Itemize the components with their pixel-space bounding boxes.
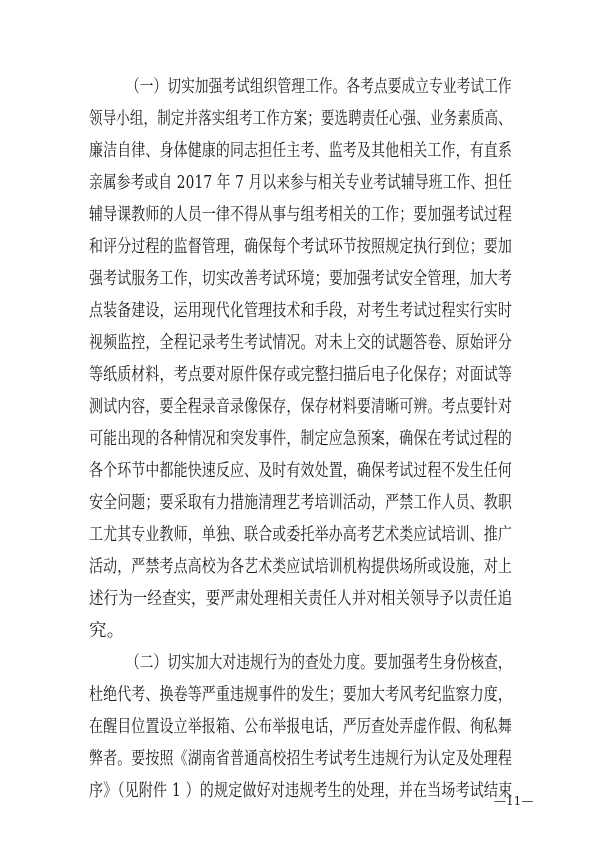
text-line: （一）切实加强考试组织管理工作。各考点要成立专业考试工作 — [126, 77, 512, 97]
text-line: 强考试服务工作，切实改善考试环境；要加强考试安全管理，加大考 — [89, 269, 512, 289]
text-line: 究。 — [89, 621, 125, 641]
text-line: 亲属参考或自 2017 年 7 月以来参与相关专业考试辅导班工作、担任 — [89, 173, 512, 193]
text-line: 弊者。要按照《湖南省普通高校招生考试考生违规行为认定及处理程 — [89, 749, 512, 769]
text-line: 安全问题；要采取有力措施清理艺考培训活动，严禁工作人员、教职 — [89, 493, 512, 513]
text-line: 廉洁自律、身体健康的同志担任主考、监考及其他相关工作，有直系 — [89, 141, 512, 161]
text-line: 点装备建设，运用现代化管理技术和手段，对考生考试过程实行实时 — [89, 301, 512, 321]
text-line: 各个环节中都能快速反应、及时有效处置，确保考试过程不发生任何 — [89, 461, 512, 481]
text-line: 在醒目位置设立举报箱、公布举报电话，严厉查处弄虚作假、徇私舞 — [89, 717, 512, 737]
text-line: 工尤其专业教师，单独、联合或委托举办高考艺术类应试培训、推广 — [89, 525, 512, 545]
text-line: 序》（见附件 1 ）的规定做好对违规考生的处理，并在当场考试结束 — [89, 781, 513, 801]
text-line: 和评分过程的监督管理，确保每个考试环节按照规定执行到位；要加 — [89, 237, 512, 257]
text-line: 视频监控，全程记录考生考试情况。对未上交的试题答卷、原始评分 — [89, 333, 512, 353]
text-line: 活动，严禁考点高校为各艺术类应试培训机构提供场所或设施，对上 — [89, 557, 512, 577]
text-line: 领导小组，制定并落实组考工作方案；要选聘责任心强、业务素质高、 — [89, 109, 512, 129]
text-line: （二）切实加大对违规行为的查处力度。要加强考生身份核查， — [126, 653, 512, 673]
page-number: —11— — [494, 794, 534, 808]
text-line: 可能出现的各种情况和突发事件，制定应急预案，确保在考试过程的 — [89, 429, 512, 449]
text-line: 辅导课教师的人员一律不得从事与组考相关的工作；要加强考试过程 — [89, 205, 512, 225]
text-line: 杜绝代考、换卷等严重违规事件的发生；要加大考风考纪监察力度， — [89, 685, 512, 705]
text-line: 等纸质材料，考点要对原件保存或完整扫描后电子化保存；对面试等 — [89, 365, 512, 385]
text-line: 述行为一经查实，要严肃处理相关责任人并对相关领导予以责任追 — [89, 589, 513, 609]
text-line: 测试内容，要全程录音录像保存，保存材料要清晰可辨。考点要针对 — [89, 397, 512, 417]
